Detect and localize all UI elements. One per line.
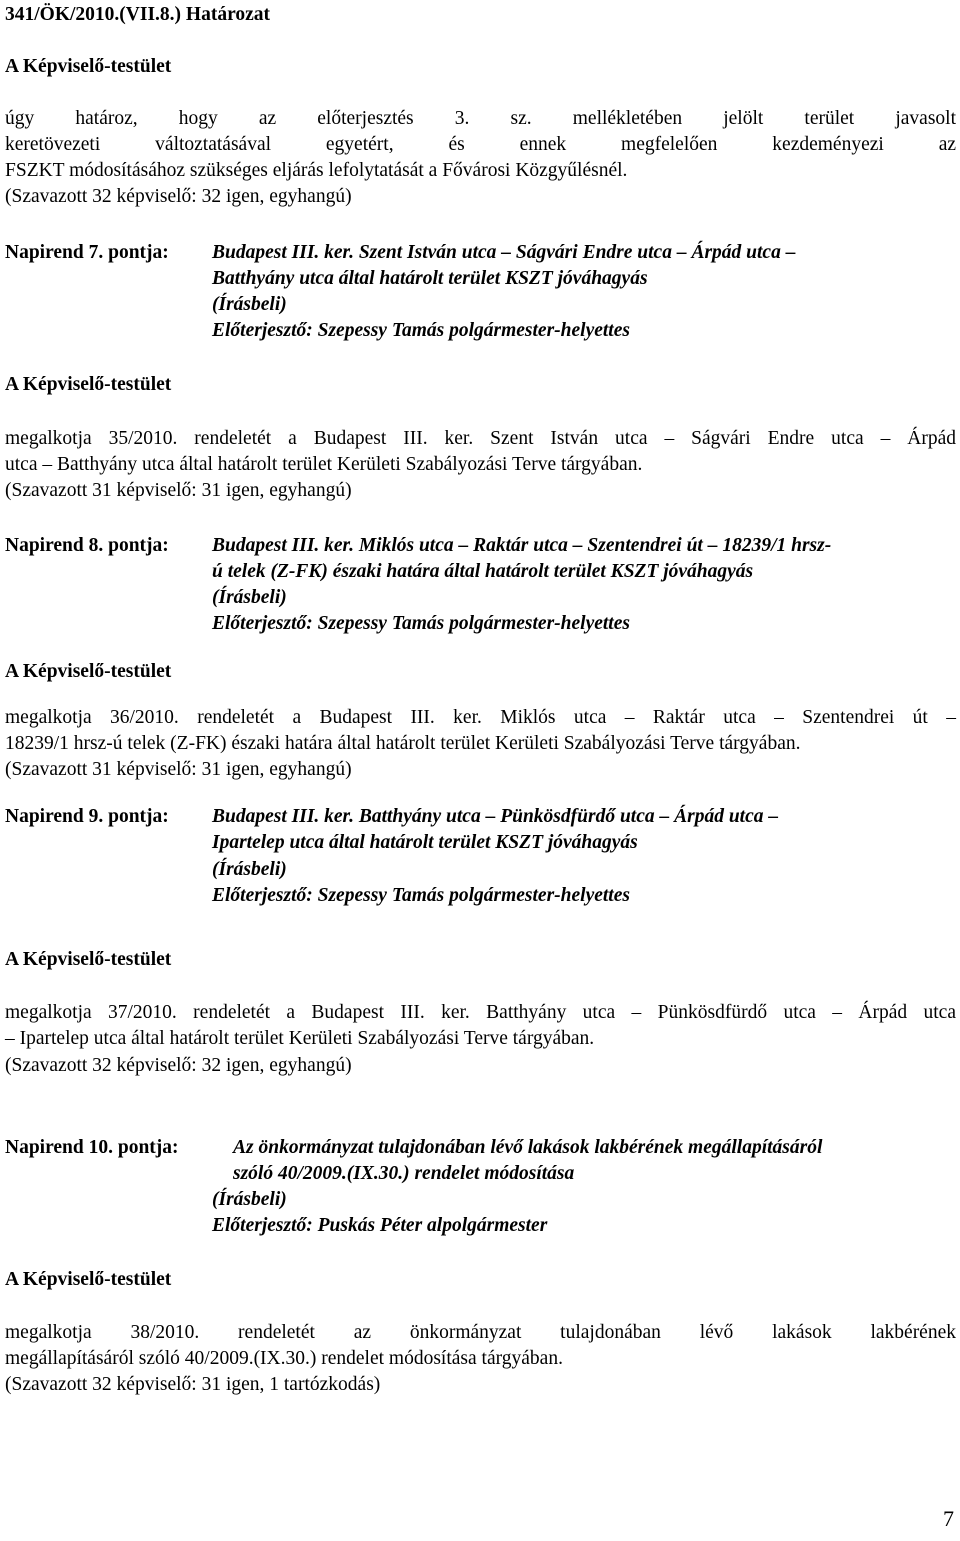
intro-line-3: FSZKT módosításához szükséges eljárás lefolytatását a Fővárosi Közgyűlésnél. [5, 160, 628, 181]
body-name-heading: A Képviselő-testület [5, 56, 172, 77]
decision-line-2: megállapításáról szóló 40/2009.(IX.30.) rendelet módosítása tárgyában. [5, 1348, 563, 1369]
decision-line-1: megalkotja 38/2010. rendeletét az önkormányzat tulajdonában lévő lakások lakbérének [5, 1322, 956, 1343]
decision-line-2: utca – Batthyány utca által határolt terület Kerületi Szabályozási Terve tárgyában. [5, 454, 643, 475]
body-name-heading: A Képviselő-testület [5, 949, 172, 970]
decision-line-2: – Ipartelep utca által határolt terület Kerületi Szabályozási Terve tárgyában. [5, 1028, 595, 1049]
decision-vote: (Szavazott 32 képviselő: 31 igen, 1 tartózkodás) [5, 1374, 381, 1395]
agenda-type: (Írásbeli) [212, 859, 287, 880]
agenda-title-line-2: Batthyány utca által határolt terület KSZT jóváhagyás [212, 268, 648, 289]
agenda-type: (Írásbeli) [212, 294, 287, 315]
decision-line-1: megalkotja 37/2010. rendeletét a Budapest III. ker. Batthyány utca – Pünkösdfürdő utca – Árpád utca [5, 1002, 956, 1023]
decision-line-1: megalkotja 36/2010. rendeletét a Budapest III. ker. Miklós utca – Raktár utca – Szentendrei út – [5, 707, 956, 728]
page-number: 7 [943, 1506, 954, 1531]
agenda-label: Napirend 7. pontja: [5, 242, 169, 263]
decision-vote: (Szavazott 32 képviselő: 32 igen, egyhangú) [5, 1055, 352, 1076]
agenda-title-line-1: Az önkormányzat tulajdonában lévő lakások lakbérének megállapításáról [233, 1137, 823, 1158]
agenda-title-line-2: Ipartelep utca által határolt terület KSZT jóváhagyás [212, 832, 638, 853]
agenda-presenter: Előterjesztő: Szepessy Tamás polgármester-helyettes [212, 613, 630, 634]
agenda-label: Napirend 9. pontja: [5, 806, 169, 827]
agenda-title-line-2: szóló 40/2009.(IX.30.) rendelet módosítása [233, 1163, 575, 1184]
agenda-presenter: Előterjesztő: Szepessy Tamás polgármester-helyettes [212, 320, 630, 341]
agenda-type: (Írásbeli) [212, 587, 287, 608]
decision-line-2: 18239/1 hrsz-ú telek (Z-FK) északi határa által határolt terület Kerületi Szabályozási Terve tárgyában. [5, 733, 801, 754]
agenda-title-line-1: Budapest III. ker. Batthyány utca – Pünkösdfürdő utca – Árpád utca – [212, 806, 779, 827]
resolution-header: 341/ÖK/2010.(VII.8.) Határozat [5, 4, 271, 25]
intro-line-1: úgy határoz, hogy az előterjesztés 3. sz. mellékletében jelölt terület javasolt [5, 108, 956, 129]
agenda-title-line-1: Budapest III. ker. Miklós utca – Raktár utca – Szentendrei út – 18239/1 hrsz- [212, 535, 832, 556]
agenda-type: (Írásbeli) [212, 1189, 287, 1210]
decision-vote: (Szavazott 31 képviselő: 31 igen, egyhangú) [5, 480, 352, 501]
body-name-heading: A Képviselő-testület [5, 374, 172, 395]
agenda-presenter: Előterjesztő: Puskás Péter alpolgármester [212, 1215, 548, 1236]
decision-vote: (Szavazott 31 képviselő: 31 igen, egyhangú) [5, 759, 352, 780]
decision-line-1: megalkotja 35/2010. rendeletét a Budapest III. ker. Szent István utca – Ságvári Endre utca – Árpád [5, 428, 956, 449]
agenda-title-line-2: ú telek (Z-FK) északi határa által határolt terület KSZT jóváhagyás [212, 561, 754, 582]
agenda-presenter: Előterjesztő: Szepessy Tamás polgármester-helyettes [212, 885, 630, 906]
agenda-title-line-1: Budapest III. ker. Szent István utca – Ságvári Endre utca – Árpád utca – [212, 242, 796, 263]
intro-line-2: keretövezeti változtatásával egyetért, és ennek megfelelően kezdeményezi az [5, 134, 956, 155]
body-name-heading: A Képviselő-testület [5, 661, 172, 682]
intro-vote: (Szavazott 32 képviselő: 32 igen, egyhangú) [5, 186, 352, 207]
agenda-label: Napirend 10. pontja: [5, 1137, 179, 1158]
agenda-label: Napirend 8. pontja: [5, 535, 169, 556]
body-name-heading: A Képviselő-testület [5, 1269, 172, 1290]
